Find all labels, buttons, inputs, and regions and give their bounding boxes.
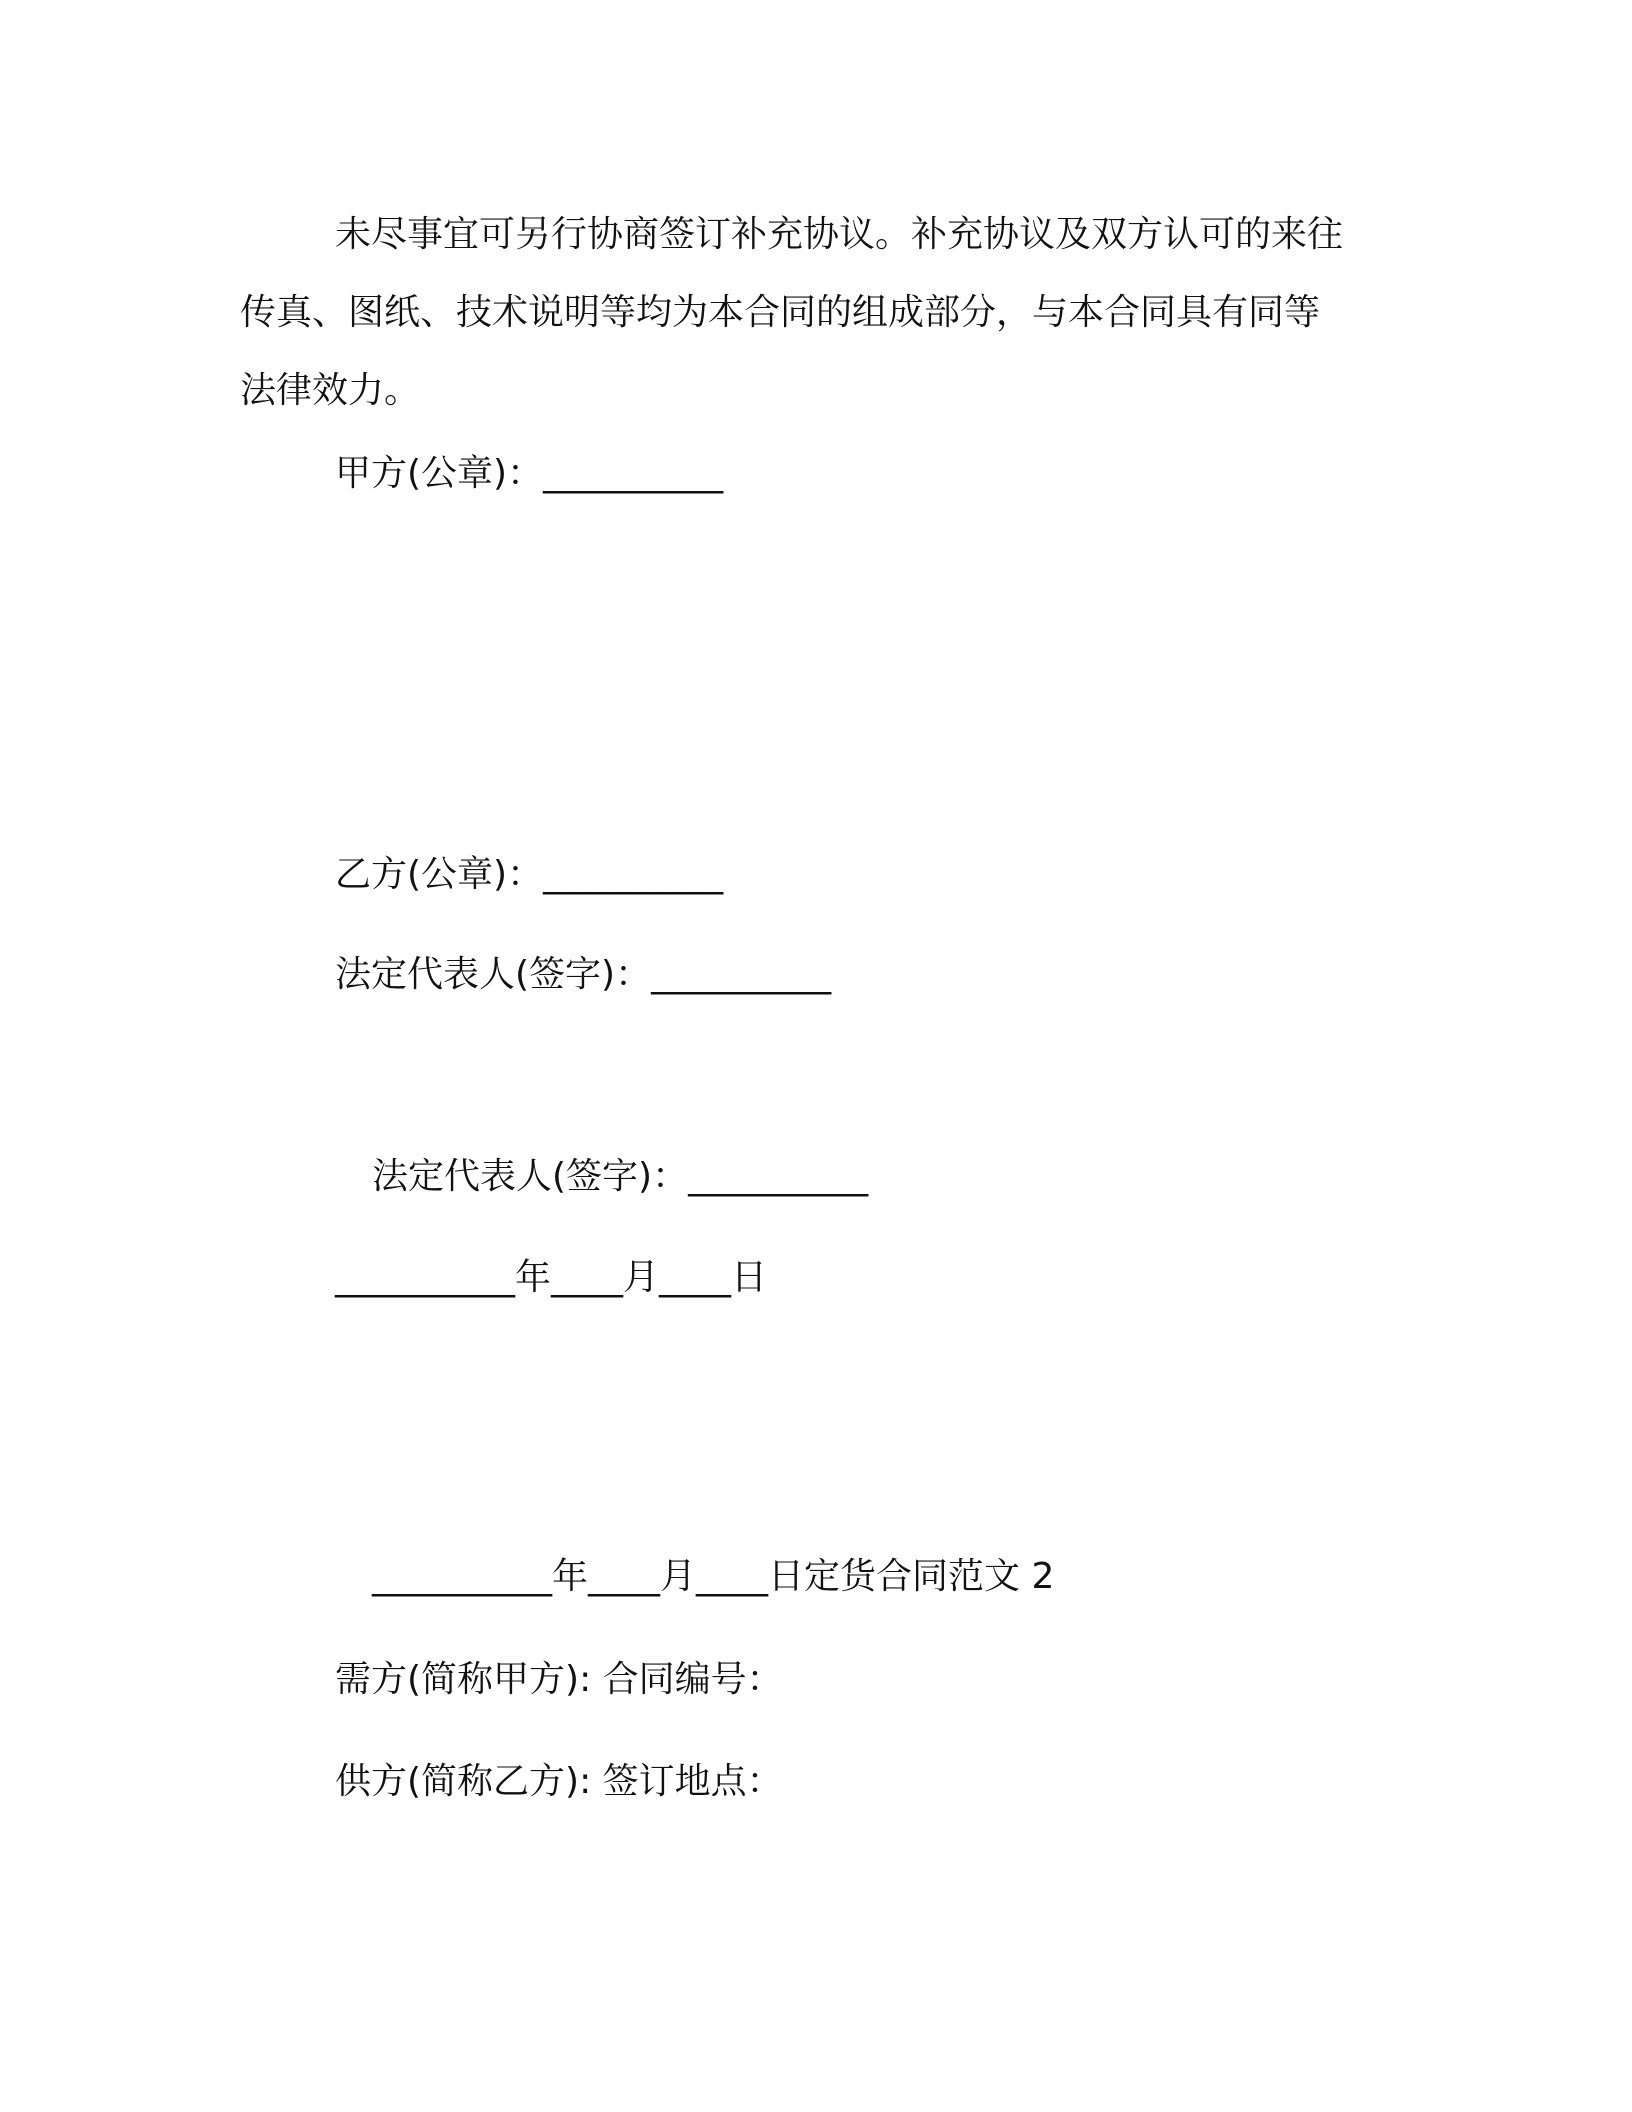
paragraph-line-1: 未尽事宜可另行协商签订补充协议。补充协议及双方认可的来往 xyxy=(335,214,1344,255)
legal-representative-line-1: 法定代表人(签字)：__________ xyxy=(335,954,832,995)
contract-title-date-line: __________年____月____日定货合同范文 2 xyxy=(372,1556,1055,1597)
supplier-line: 供方(简称乙方): 签订地点： xyxy=(335,1761,783,1802)
paragraph-line-2: 传真、图纸、技术说明等均为本合同的组成部分，与本合同具有同等 xyxy=(240,292,1321,333)
date-line: __________年____月____日 xyxy=(335,1257,767,1298)
party-a-seal-line: 甲方(公章)：__________ xyxy=(335,453,724,494)
supplementary-clause-paragraph xyxy=(240,196,1400,430)
party-b-seal-line: 乙方(公章)：__________ xyxy=(335,854,724,895)
buyer-line: 需方(简称甲方): 合同编号： xyxy=(335,1659,783,1700)
legal-representative-line-2: 法定代表人(签字)：__________ xyxy=(372,1156,869,1197)
paragraph-line-3: 法律效力。 xyxy=(240,370,421,411)
